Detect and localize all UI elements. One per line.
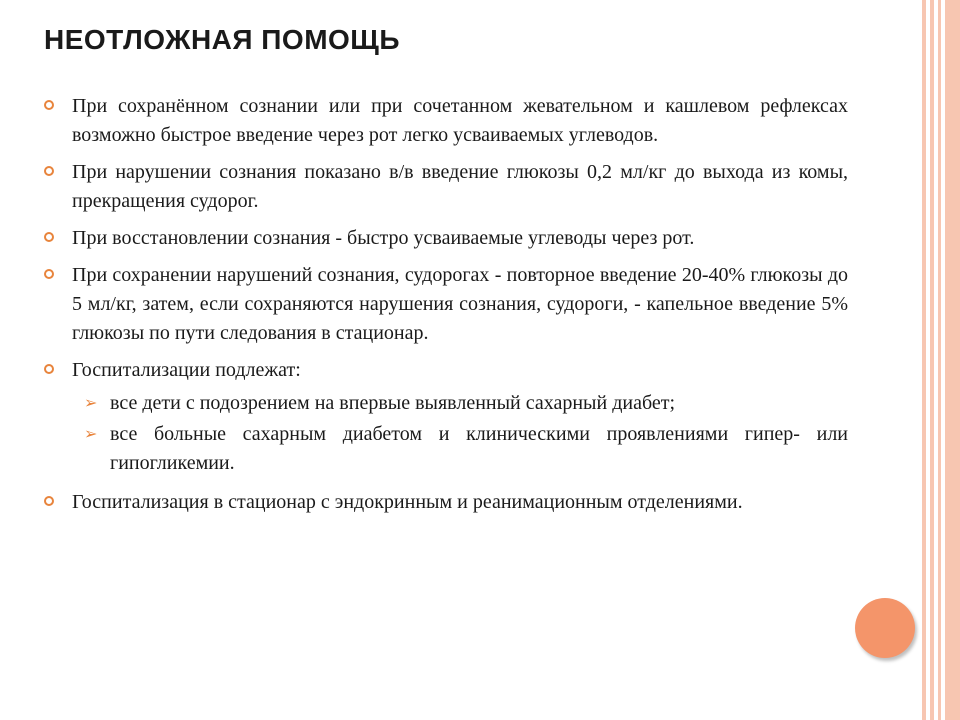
decorative-stripes	[916, 0, 960, 720]
sub-list-item	[44, 389, 848, 418]
arrow-bullet-icon: ➢	[84, 426, 98, 443]
ring-bullet-icon	[44, 364, 54, 374]
list-item	[44, 261, 848, 348]
sub-list	[44, 389, 848, 478]
bullet-text: При сохранении нарушений сознания, судорогах - повторное введение 20-40% глюкозы до 5 мл/кг, затем, если сохраняются нарушения сознания, судороги, - капельное введение 5% глюкозы по пути следования в стационар.	[72, 264, 848, 344]
ring-bullet-icon	[44, 166, 54, 176]
bullet-text: Госпитализации подлежат:	[72, 359, 301, 381]
bullet-text: При восстановлении сознания - быстро усваиваемые углеводы через рот.	[72, 227, 695, 249]
list-item	[44, 356, 848, 385]
arrow-bullet-icon: ➢	[84, 395, 98, 412]
sub-list-item	[44, 420, 848, 478]
slide-title: НЕОТЛОЖНАЯ ПОМОЩЬ	[44, 24, 400, 55]
sub-bullet-text: все дети с подозрением на впервые выявленный сахарный диабет;	[110, 392, 676, 414]
bullet-text: Госпитализация в стационар с эндокринным и реанимационным отделениями.	[72, 491, 743, 513]
sub-bullet-text: все больные сахарным диабетом и клиническими проявлениями гипер- или гипогликемии.	[110, 423, 848, 474]
list-item	[44, 158, 848, 216]
bullet-text: При сохранённом сознании или при сочетанном жевательном и кашлевом рефлексах возможно быстрое введение через рот легко усваиваемых углеводов.	[72, 95, 848, 146]
decorative-circle	[855, 598, 915, 658]
slide-content	[44, 92, 848, 525]
ring-bullet-icon	[44, 269, 54, 279]
ring-bullet-icon	[44, 100, 54, 110]
bullet-text: При нарушении сознания показано в/в введение глюкозы 0,2 мл/кг до выхода из комы, прекращения судорог.	[72, 161, 848, 212]
list-item	[44, 224, 848, 253]
list-item	[44, 92, 848, 150]
list-item	[44, 488, 848, 517]
ring-bullet-icon	[44, 496, 54, 506]
ring-bullet-icon	[44, 232, 54, 242]
